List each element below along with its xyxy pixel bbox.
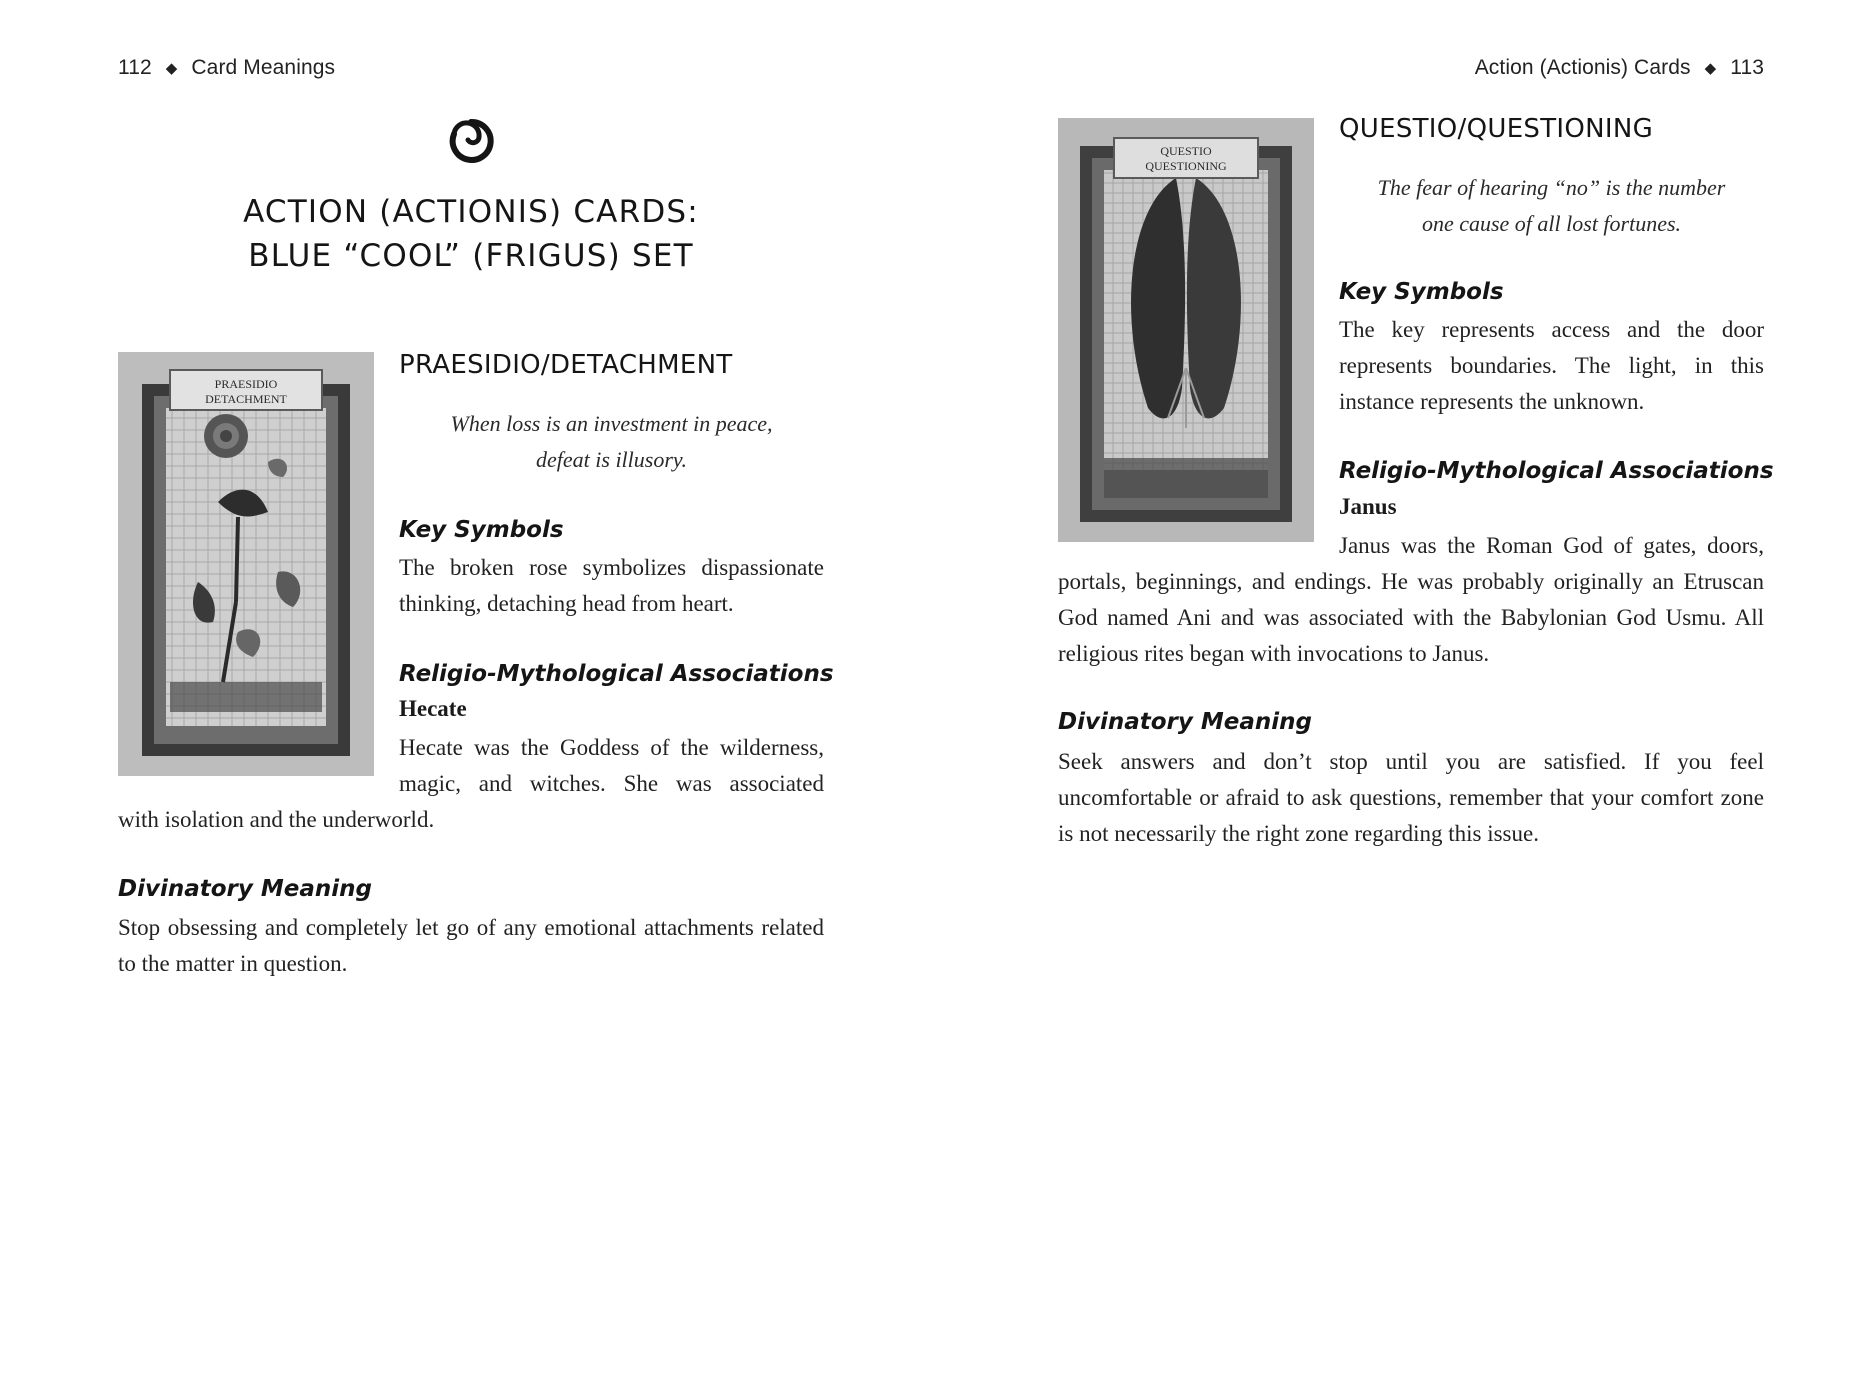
quote-line2: defeat is illusory. xyxy=(536,447,687,472)
section-title-line1: ACTION (ACTIONIS) CARDS: xyxy=(243,194,699,230)
divinatory-heading-right: Divinatory Meaning xyxy=(1058,709,1312,735)
right-page xyxy=(1058,0,1774,1400)
questio-label-line2: QUESTIONING xyxy=(1145,159,1227,173)
key-symbols-heading-left: Key Symbols xyxy=(399,517,564,543)
divinatory-text-right: Seek answers and don’t stop until you are satisfied. If you feel uncomfortable or afraid to ask questions, remember that your comfort zone is not necessarily the right zone regarding this issue. xyxy=(1058,749,1764,846)
questio-card-image xyxy=(1058,118,1314,542)
card-heading-questio: QUESTIO/QUESTIONING xyxy=(1339,114,1654,144)
running-title-left: Card Meanings xyxy=(191,56,336,79)
associations-heading-right: Religio-Mythological Associations xyxy=(1339,458,1774,484)
page-number-right: 113 xyxy=(1730,56,1764,79)
deity-name-left: Hecate xyxy=(399,696,467,721)
praesidio-label-line2: DETACHMENT xyxy=(205,392,287,406)
associations-text-left-narrow: Hecate was the Goddess of the wilderness, magic, and witches. She was associated xyxy=(399,735,824,796)
associations-text-right-narrow: Janus was the Roman God of gates, doors, xyxy=(1339,533,1764,558)
key-symbols-text-right: The key represents access and the door represents boundaries. The light, in this instance represents the unknown. xyxy=(1339,317,1764,414)
praesidio-label-line1: PRAESIDIO xyxy=(214,377,278,391)
key-symbols-text-left: The broken rose symbolizes dispassionate thinking, detaching head from heart. xyxy=(399,555,824,616)
divinatory-heading-left: Divinatory Meaning xyxy=(118,876,372,902)
card-quote-praesidio xyxy=(399,406,824,478)
praesidio-card-image xyxy=(118,352,374,776)
left-page xyxy=(118,0,834,1400)
spiral-ornament-icon xyxy=(118,118,824,169)
diamond-separator-icon: ◆ xyxy=(1704,60,1717,77)
associations-text-left-wide: with isolation and the underworld. xyxy=(118,807,435,832)
card-heading-praesidio: PRAESIDIO/DETACHMENT xyxy=(399,350,733,380)
associations-heading-left: Religio-Mythological Associations xyxy=(399,661,834,687)
key-symbols-heading-right: Key Symbols xyxy=(1339,279,1504,305)
section-title-line2: BLUE “COOL” (FRIGUS) SET xyxy=(248,238,694,274)
questio-label-line1: QUESTIO xyxy=(1160,144,1212,158)
running-head-left xyxy=(118,56,824,80)
divinatory-text-left: Stop obsessing and completely let go of any emotional attachments related to the matter in question. xyxy=(118,915,824,976)
card-quote-questio xyxy=(1339,170,1764,242)
diamond-separator-icon: ◆ xyxy=(165,60,178,77)
quote-line1: When loss is an investment in peace, xyxy=(450,411,773,436)
page-number-left: 112 xyxy=(118,56,152,79)
quote-line1: The fear of hearing “no” is the number xyxy=(1377,175,1726,200)
deity-name-right: Janus xyxy=(1339,494,1397,519)
running-head-right xyxy=(1058,56,1764,80)
running-title-right: Action (Actionis) Cards xyxy=(1474,56,1691,79)
quote-line2: one cause of all lost fortunes. xyxy=(1421,211,1682,236)
associations-text-right-wide: portals, beginnings, and endings. He was probably originally an Etruscan God named Ani and was associated with the Babylonian God Usmu. All religious rites began with invocations to Janus. xyxy=(1058,569,1764,666)
section-title xyxy=(118,190,824,278)
